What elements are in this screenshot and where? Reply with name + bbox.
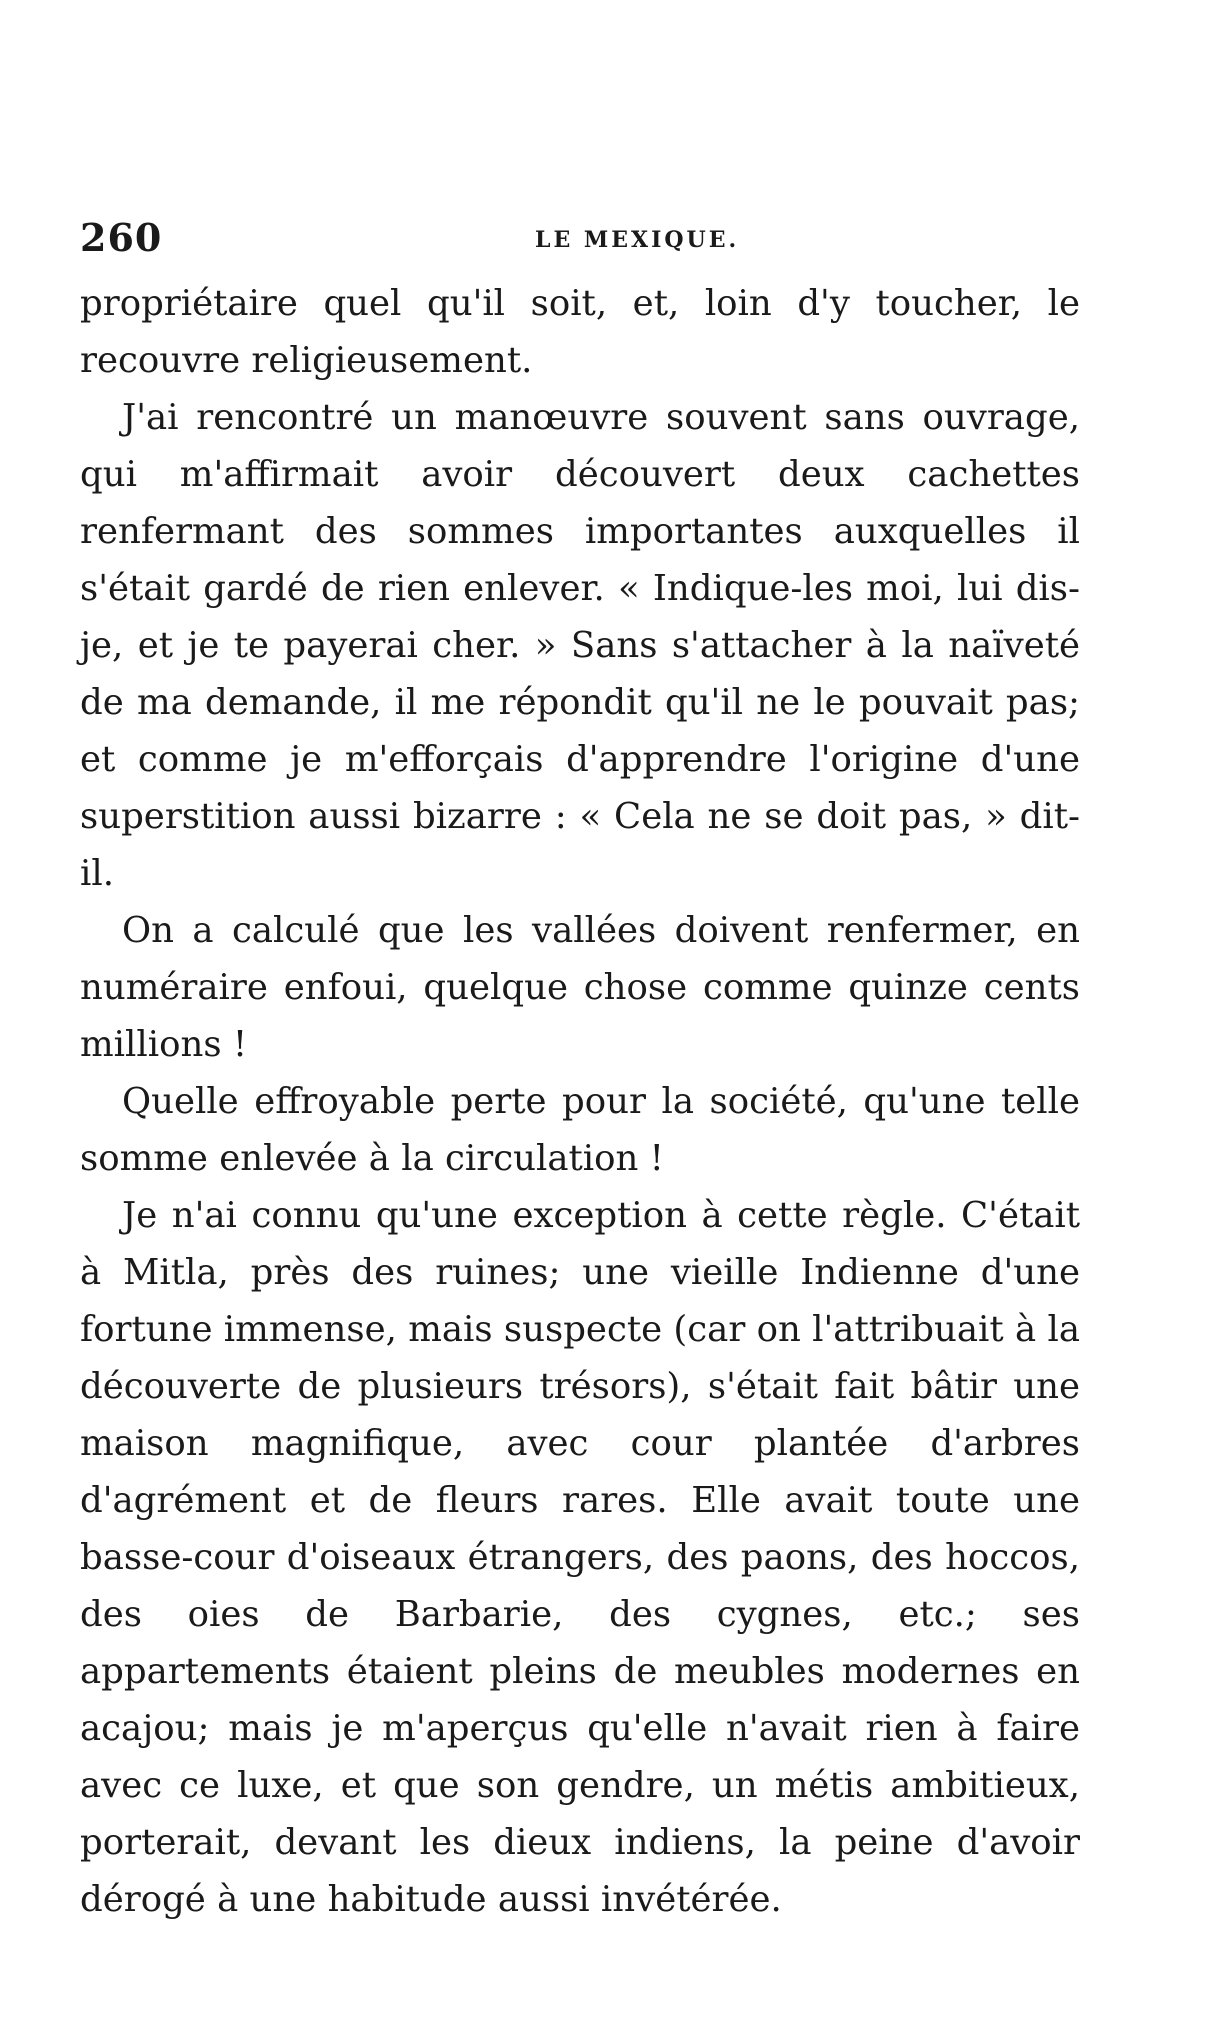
paragraph: On a calculé que les vallées doivent renfermer, en numéraire enfoui, quelque chose comme quinze cents millions !: [80, 910, 1080, 1065]
running-head: LE MEXIQUE.: [535, 227, 740, 253]
paragraph: Quelle effroyable perte pour la société, qu'une telle somme enlevée à la circulation !: [80, 1081, 1080, 1179]
paragraph: J'ai rencontré un manœuvre souvent sans ouvrage, qui m'affirmait avoir découvert deux cachettes renfermant des sommes importantes auxquelles il s'était gardé de rien enlever. « Indique-les moi, lui dis-je, et je te payerai cher. » Sans s'attacher à la naïveté de ma demande, il me répondit qu'il ne le pouvait pas; et comme je m'efforçais d'apprendre l'origine d'une superstition aussi bizarre : « Cela ne se doit pas, » dit-il.: [80, 397, 1080, 894]
paragraph: Je n'ai connu qu'une exception à cette règle. C'était à Mitla, près des ruines; une vieille Indienne d'une fortune immense, mais suspecte (car on l'attribuait à la découverte de plusieurs trésors), s'était fait bâtir une maison magnifique, avec cour plantée d'arbres d'agrément et de fleurs rares. Elle avait toute une basse-cour d'oiseaux étrangers, des paons, des hoccos, des oies de Barbarie, des cygnes, etc.; ses appartements étaient pleins de meubles modernes en acajou; mais je m'aperçus qu'elle n'avait rien à faire avec ce luxe, et que son gendre, un métis ambitieux, porterait, devant les dieux indiens, la peine d'avoir dérogé à une habitude aussi invétérée.: [80, 1195, 1080, 1920]
book-page: [80, 215, 1080, 1928]
body-text: [80, 275, 1080, 1928]
page-number: 260: [80, 215, 163, 260]
page-header: [80, 215, 1080, 275]
paragraph-continued: propriétaire quel qu'il soit, et, loin d'y toucher, le recouvre religieusement.: [80, 283, 1080, 381]
